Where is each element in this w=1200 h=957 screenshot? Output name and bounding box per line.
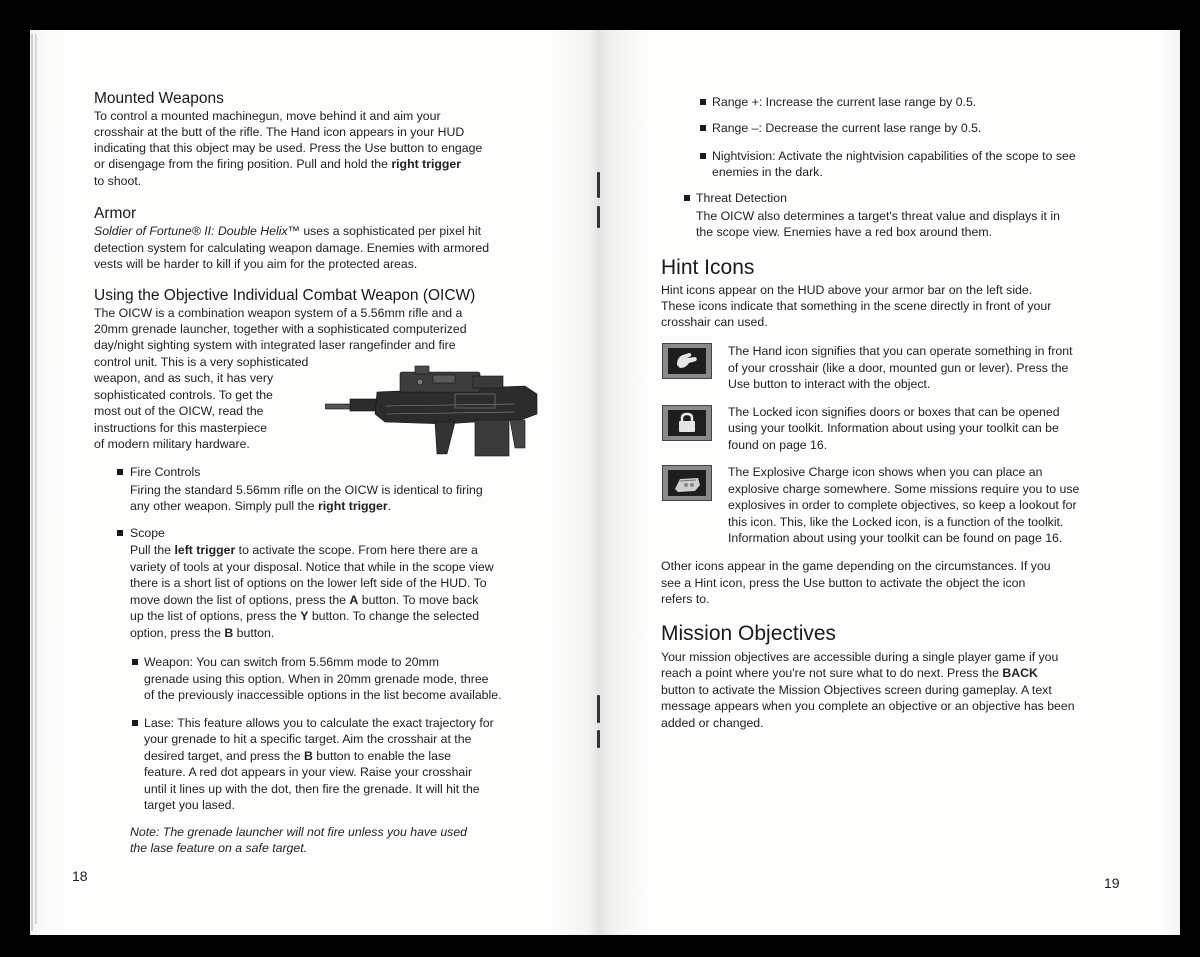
armor-text-line: Soldier of Fortune® II: Double Helix™ uses a sophisticated per pixel hit <box>94 224 482 238</box>
armor-text-line: vests will be harder to kill if you aim for the protected areas. <box>94 257 418 271</box>
weapon-option-text-line: Weapon: You can switch from 5.56mm mode to 20mm <box>144 655 440 669</box>
lase-option-text-line: your grenade to hit a specific target. Aim the crosshair at the <box>144 732 472 746</box>
mounted-text-line: indicating that this object may be used. Press the Use button to engage <box>94 141 483 155</box>
weapon-option-text-line: of the previously inaccessible options in the list become available. <box>144 688 502 702</box>
oicw-text-line: day/night sighting system with integrated laser rangefinder and fire <box>94 338 456 352</box>
bullet-icon <box>132 720 138 726</box>
bullet-icon <box>117 530 123 536</box>
other-icons-text-line: see a Hint icon, press the Use button to activate the object the icon <box>661 576 1026 590</box>
bullet-heading-fire-controls: Fire Controls <box>130 465 201 479</box>
oicw-text-line: The OICW is a combination weapon system of a 5.56mm rifle and a <box>94 306 463 320</box>
mounted-text-line: crosshair at the butt of the rifle. The Hand icon appears in your HUD <box>94 125 465 139</box>
other-icons-text-line: refers to. <box>661 592 710 606</box>
oicw-text-line: 20mm grenade launcher, together with a sophisticated computerized <box>94 322 467 336</box>
hint-intro-text-line: Hint icons appear on the HUD above your armor bar on the left side. <box>661 283 1033 297</box>
lock-icon <box>662 405 712 441</box>
section-heading-hint-icons: Hint Icons <box>661 256 755 279</box>
mission-text-line: message appears when you complete an objective or an objective has been <box>661 699 1075 713</box>
fire-controls-text-line: Firing the standard 5.56mm rifle on the OICW is identical to firing <box>130 483 483 497</box>
threat-detection-text-line: the scope view. Enemies have a red box around them. <box>696 225 992 239</box>
binding-staple <box>597 206 600 228</box>
other-icons-text-line: Other icons appear in the game depending on the circumstances. If you <box>661 559 1051 573</box>
threat-detection-heading: Threat Detection <box>696 191 787 205</box>
scope-text-line: variety of tools at your disposal. Notice that while in the scope view <box>130 560 494 574</box>
hint-intro-text-line: These icons indicate that something in the scene directly in front of your <box>661 299 1052 313</box>
page-stack-edge <box>31 34 33 931</box>
mounted-text-line: to shoot. <box>94 174 142 188</box>
oicw-text-line: weapon, and as such, it has very <box>94 371 274 385</box>
oicw-text-line: of modern military hardware. <box>94 437 250 451</box>
mission-text-line: button to activate the Mission Objectives screen during gameplay. A text <box>661 683 1052 697</box>
left-page <box>30 30 598 935</box>
armor-text-line: detection system for calculating weapon damage. Enemies with armored <box>94 241 490 255</box>
lase-option-text-line: Lase: This feature allows you to calculate the exact trajectory for <box>144 716 494 730</box>
mounted-text-line: or disengage from the firing position. Pull and hold the right trigger <box>94 157 462 171</box>
lase-option-text-line: until it lines up with the dot, then fire the grenade. It will hit the <box>144 782 480 796</box>
hand-icon-text-line: of your crosshair (like a door, mounted gun or lever). Press the <box>728 361 1069 375</box>
binding-staple <box>597 730 600 748</box>
scope-text-line: Pull the left trigger to activate the scope. From here there are a <box>130 543 478 557</box>
lase-option-text-line: desired target, and press the B button to enable the lase <box>144 749 451 763</box>
oicw-text-line: most out of the OICW, read the <box>94 404 264 418</box>
explosive-icon-text-line: The Explosive Charge icon shows when you can place an <box>728 465 1043 479</box>
scope-text-line: option, press the B button. <box>130 626 275 640</box>
mission-text-line: Your mission objectives are accessible during a single player game if you <box>661 650 1059 664</box>
explosive-icon-text-line: Information about using your toolkit can be found on page 16. <box>728 531 1063 545</box>
hand-icon-text-line: Use button to interact with the object. <box>728 377 931 391</box>
explosive-icon-text-line: explosive charge somewhere. Some missions require you to use <box>728 482 1080 496</box>
binding-staple <box>597 695 600 723</box>
oicw-text-line: sophisticated controls. To get the <box>94 388 273 402</box>
mission-text-line: reach a point where you're not sure what to do next. Press the BACK <box>661 666 1038 680</box>
range-plus-text: Range +: Increase the current lase range by 0.5. <box>712 95 977 109</box>
manual-spread <box>30 30 1180 935</box>
weapon-option-text-line: grenade using this option. When in 20mm grenade mode, three <box>144 672 489 686</box>
mission-text-line: added or changed. <box>661 716 764 730</box>
section-heading-oicw: Using the Objective Individual Combat Weapon (OICW) <box>94 287 476 304</box>
locked-icon-text-line: The Locked icon signifies doors or boxes that can be opened <box>728 405 1060 419</box>
right-page <box>598 30 1180 935</box>
locked-icon-text-line: found on page 16. <box>728 438 828 452</box>
bullet-heading-scope: Scope <box>130 526 165 540</box>
bullet-icon <box>700 125 706 131</box>
explosive-icon-text-line: explosives in order to complete objectives, so keep a lookout for <box>728 498 1077 512</box>
scope-text-line: move down the list of options, press the A button. To move back <box>130 593 479 607</box>
lase-option-text-line: target you lased. <box>144 798 235 812</box>
explosive-icon-text-line: this icon. This, like the Locked icon, is a function of the toolkit. <box>728 515 1064 529</box>
bullet-icon <box>117 469 123 475</box>
bullet-icon <box>700 99 706 105</box>
nightvision-text-line: enemies in the dark. <box>712 165 823 179</box>
range-minus-text: Range –: Decrease the current lase range by 0.5. <box>712 121 982 135</box>
nightvision-text-line: Nightvision: Activate the nightvision capabilities of the scope to see <box>712 149 1076 163</box>
fire-controls-text-line: any other weapon. Simply pull the right trigger. <box>130 499 392 513</box>
bullet-icon <box>684 195 690 201</box>
section-heading-mounted-weapons: Mounted Weapons <box>94 90 224 107</box>
explosive-charge-icon <box>662 465 712 501</box>
locked-icon-text-line: using your toolkit. Information about using your toolkit can be <box>728 421 1059 435</box>
lase-option-text-line: feature. A red dot appears in your view. Raise your crosshair <box>144 765 473 779</box>
scope-text-line: up the list of options, press the Y button. To change the selected <box>130 609 480 623</box>
bullet-icon <box>700 153 706 159</box>
section-heading-armor: Armor <box>94 205 137 222</box>
oicw-text-line: control unit. This is a very sophisticated <box>94 355 309 369</box>
oicw-text-line: instructions for this masterpiece <box>94 421 267 435</box>
hand-icon-text-line: The Hand icon signifies that you can operate something in front <box>728 344 1073 358</box>
note-text-line: the lase feature on a safe target. <box>130 841 308 855</box>
scope-text-line: there is a short list of options on the lower left side of the HUD. To <box>130 576 487 590</box>
threat-detection-text-line: The OICW also determines a target's threat value and displays it in <box>696 209 1060 223</box>
binding-staple <box>597 172 600 198</box>
page-number-left: 18 <box>72 868 88 884</box>
page-stack-edge <box>35 34 37 924</box>
bullet-icon <box>132 659 138 665</box>
page-number-right: 19 <box>1104 875 1120 891</box>
hint-intro-text-line: crosshair can used. <box>661 315 768 329</box>
section-heading-mission-objectives: Mission Objectives <box>661 622 837 645</box>
mounted-text-line: To control a mounted machinegun, move behind it and aim your <box>94 109 441 123</box>
oicw-rifle-illustration <box>325 362 540 458</box>
hand-icon <box>662 343 712 379</box>
note-text-line: Note: The grenade launcher will not fire unless you have used <box>130 825 467 839</box>
